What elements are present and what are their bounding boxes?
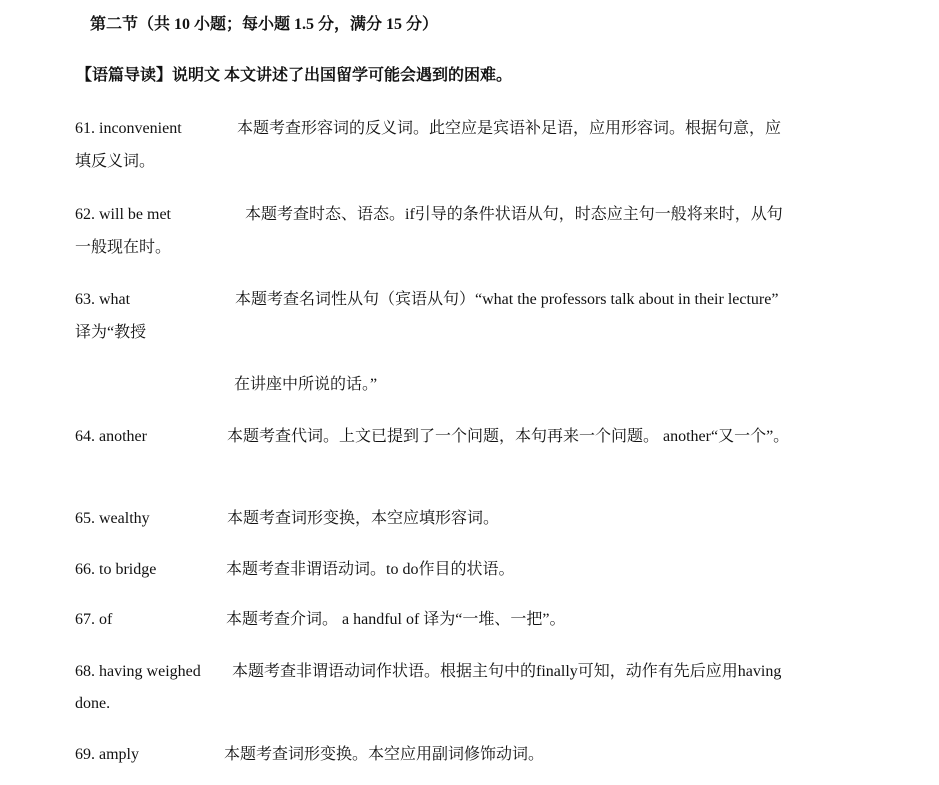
reading-guide: 【语篇导读】说明文 本文讲述了出国留学可能会遇到的困难。 — [76, 67, 513, 84]
answer-68: 68. having weighed — [75, 663, 201, 680]
explanation-61: 本题考查形容词的反义词。此空应是宾语补足语，应用形容词。根据句意，应 — [237, 120, 782, 137]
answer-65: 65. wealthy — [75, 510, 150, 527]
explanation-65: 本题考查词形变换，本空应填形容词。 — [227, 510, 500, 527]
answer-66: 66. to bridge — [75, 561, 157, 578]
explanation-69: 本题考查词形变换。本空应用副词修饰动词。 — [224, 746, 545, 763]
explanation-68-continuation: done. — [75, 695, 111, 712]
section-title: 第二节（共 10 小题；每小题 1.5 分，满分 15 分） — [90, 16, 439, 33]
explanation-63: 本题考查名词性从句（宾语从句）“what the professors talk about in their lecture” — [235, 291, 779, 308]
explanation-67: 本题考查介词。 a handful of 译为“一堆、一把”。 — [226, 611, 566, 628]
explanation-66: 本题考查非谓语动词。to do作目的状语。 — [226, 561, 515, 578]
answer-61: 61. inconvenient — [75, 120, 182, 137]
explanation-61-continuation: 填反义词。 — [75, 153, 156, 170]
explanation-63-continuation-2: 在讲座中所说的话。” — [234, 376, 378, 393]
explanation-62-continuation: 一般现在时。 — [75, 239, 172, 256]
explanation-62: 本题考查时态、语态。if引导的条件状语从句，时态应主句一般将来时，从句 — [245, 206, 783, 223]
explanation-64: 本题考查代词。上文已提到了一个问题，本句再来一个问题。 another“又一个”。 — [227, 428, 790, 445]
answer-64: 64. another — [75, 428, 147, 445]
answer-69: 69. amply — [75, 746, 139, 763]
explanation-68: 本题考查非谓语动词作状语。根据主句中的finally可知，动作有先后应用having — [232, 663, 782, 680]
answer-67: 67. of — [75, 611, 113, 628]
explanation-63-continuation: 译为“教授 — [75, 324, 147, 341]
answer-63: 63. what — [75, 291, 131, 308]
answer-62: 62. will be met — [75, 206, 171, 223]
